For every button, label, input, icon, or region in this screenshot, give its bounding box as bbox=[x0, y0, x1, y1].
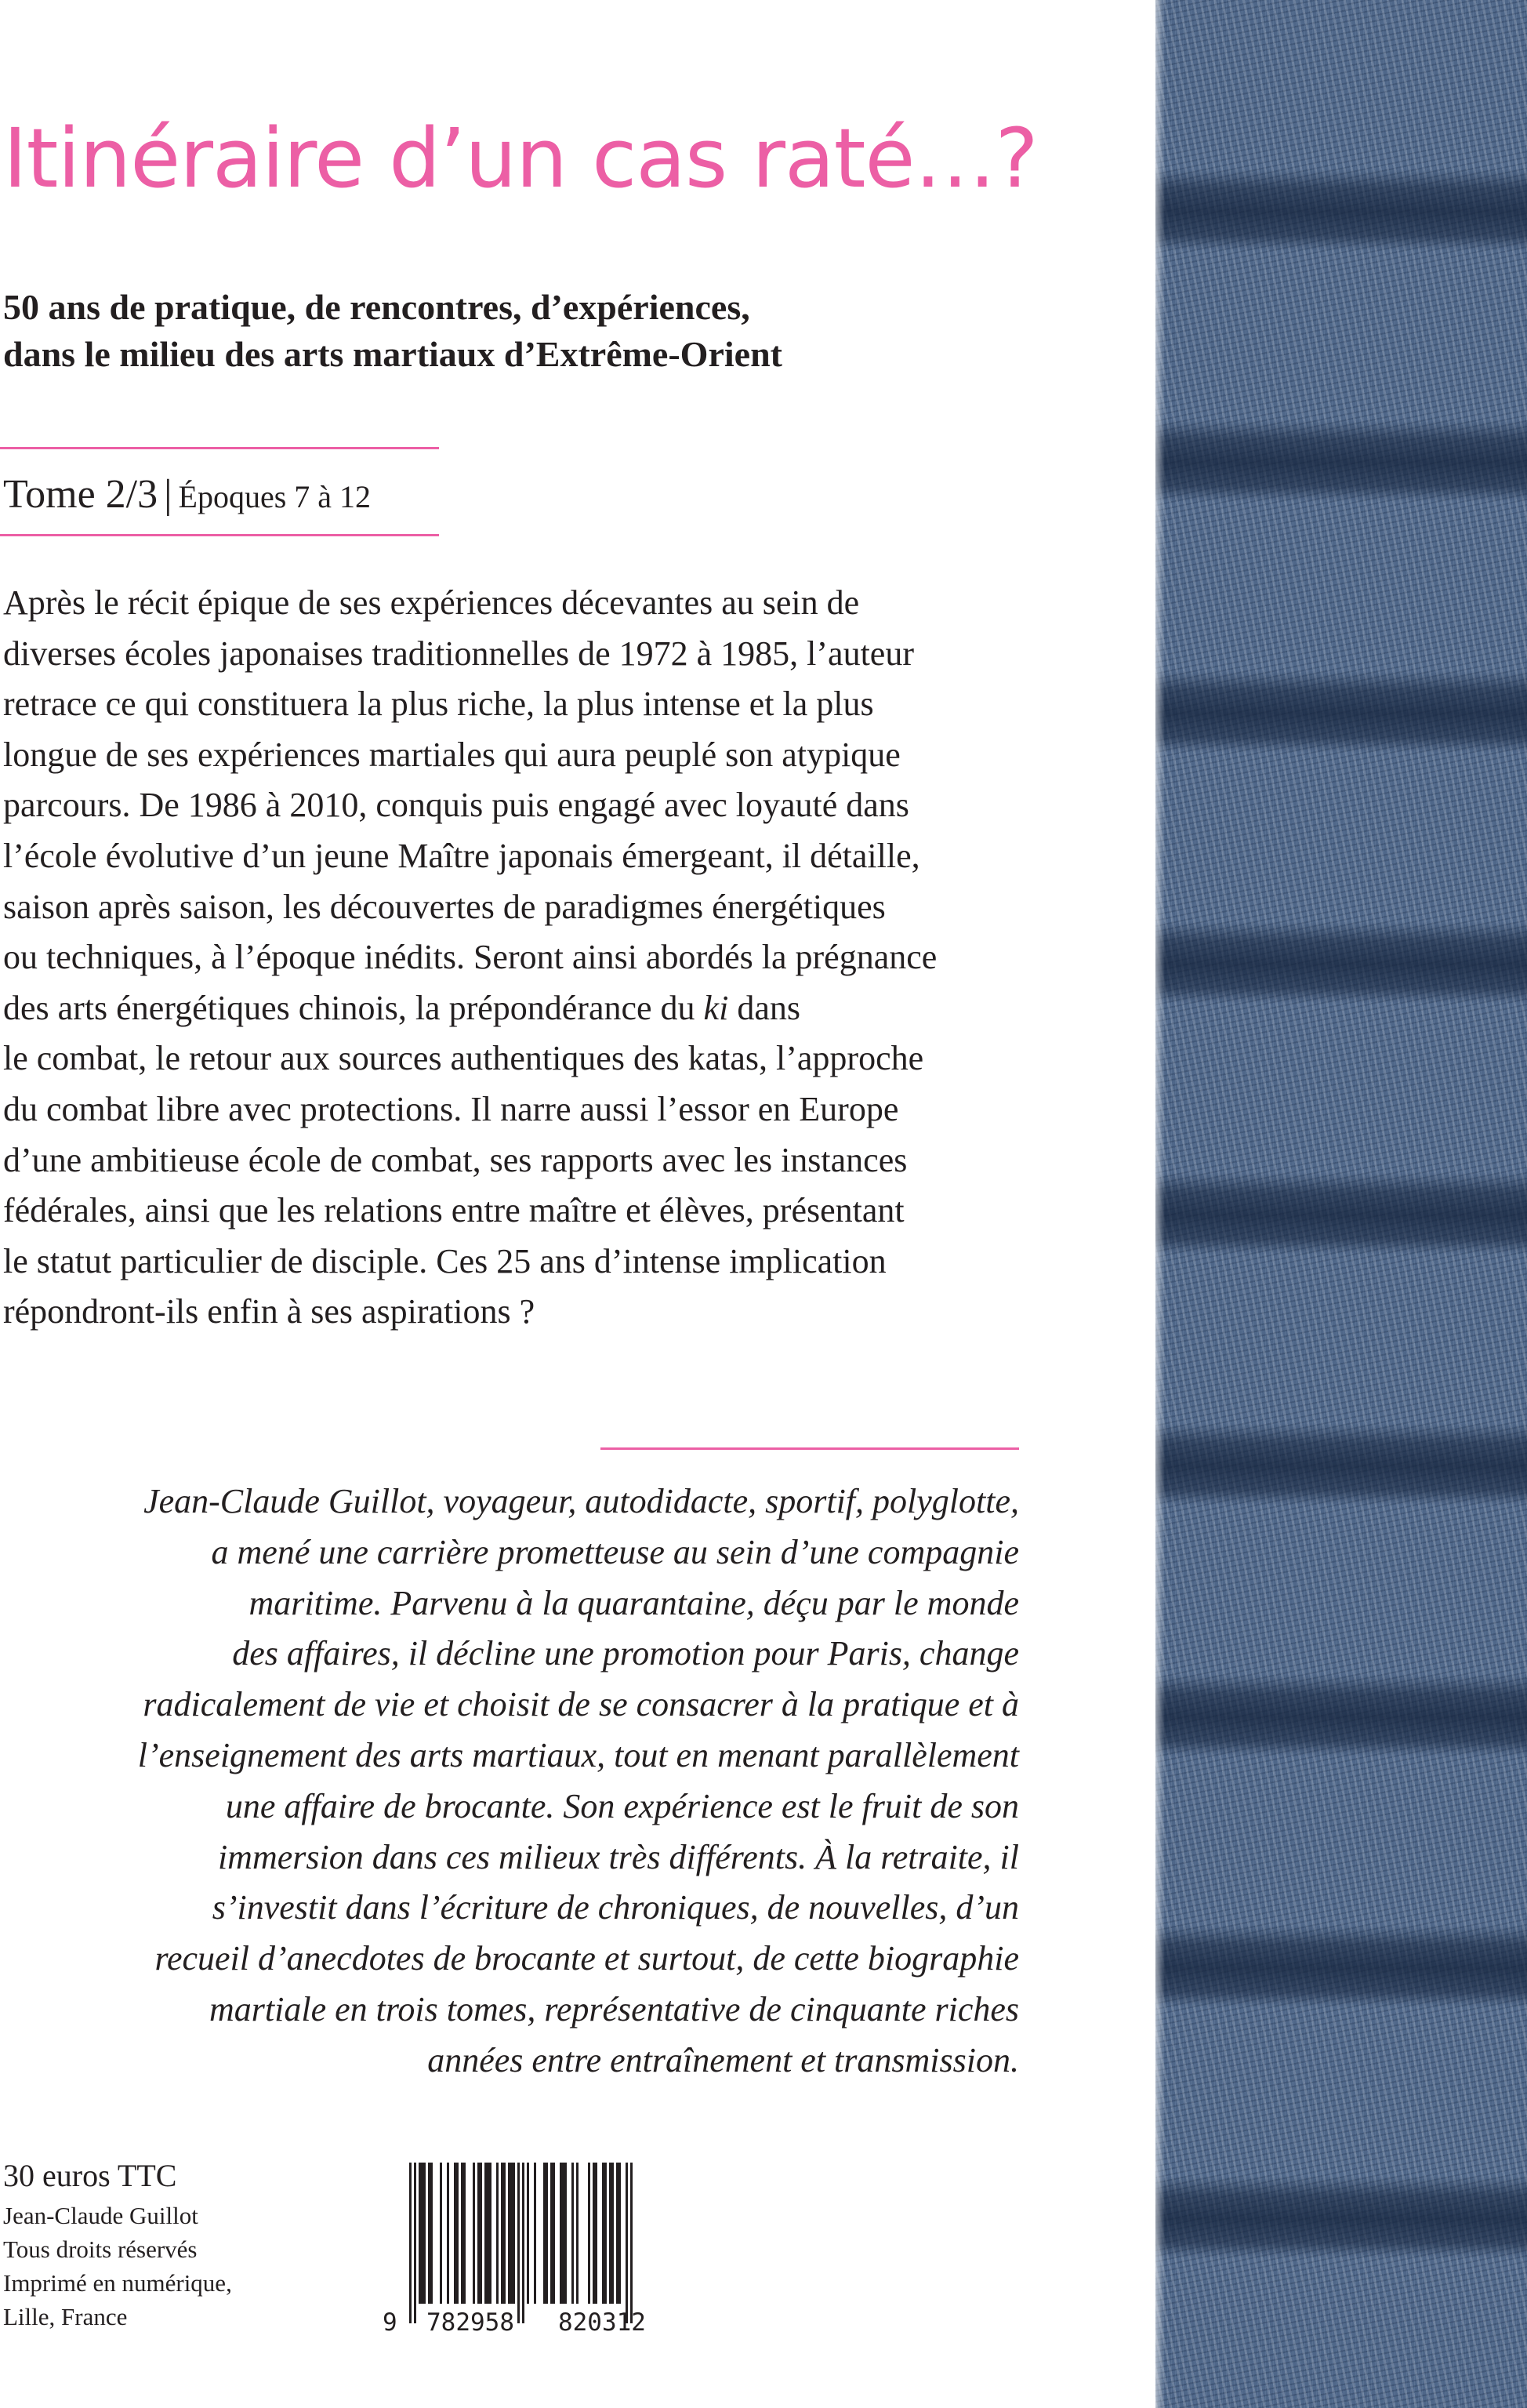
synopsis-line: Après le récit épique de ses expériences décevantes au sein de bbox=[3, 583, 860, 622]
denim-texture-strip bbox=[1155, 0, 1527, 2408]
synopsis-line: ou techniques, à l’époque inédits. Seront ainsi abordés la prégnance bbox=[3, 938, 938, 977]
synopsis-line: saison après saison, les découvertes de paradigmes énergétiques bbox=[3, 887, 886, 926]
isbn-digit-group-right: 820312 bbox=[557, 2308, 646, 2337]
barcode-bar bbox=[588, 2163, 590, 2304]
barcode-bar bbox=[477, 2163, 482, 2304]
rights-notice: Tous droits réservés bbox=[3, 2235, 198, 2263]
print-location: Lille, France bbox=[3, 2303, 128, 2330]
epoques-label: Époques 7 à 12 bbox=[178, 479, 372, 514]
isbn-barcode bbox=[383, 2163, 665, 2354]
barcode-bar bbox=[473, 2163, 475, 2304]
barcode-bar bbox=[501, 2163, 506, 2304]
tome-label: Tome 2/3 bbox=[3, 472, 158, 517]
bio-line: martiale en trois tomes, représentative de cinquante riches bbox=[209, 1989, 1019, 2028]
synopsis-line: des arts énergétiques chinois, la prépondérance du bbox=[3, 988, 704, 1027]
price: 30 euros TTC bbox=[3, 2158, 177, 2193]
bio-line: Jean-Claude Guillot, voyageur, autodidacte, sportif, polyglotte, bbox=[143, 1482, 1019, 1520]
print-notice: Imprimé en numérique, bbox=[3, 2269, 232, 2297]
synopsis-line: l’école évolutive d’un jeune Maître japonais émergeant, il détaille, bbox=[3, 836, 920, 875]
ki-term: ki bbox=[703, 988, 729, 1027]
synopsis bbox=[3, 578, 1101, 1338]
pink-divider-bottom bbox=[0, 534, 439, 536]
barcode-bar bbox=[527, 2163, 529, 2304]
synopsis-line: d’une ambitieuse école de combat, ses rapports avec les instances bbox=[3, 1140, 908, 1179]
barcode-bar bbox=[560, 2163, 567, 2304]
pink-divider-bio bbox=[600, 1447, 1019, 1450]
synopsis-line: diverses écoles japonaises traditionnelles de 1972 à 1985, l’auteur bbox=[3, 634, 914, 673]
bio-line: s’investit dans l’écriture de chroniques, de nouvelles, d’un bbox=[212, 1888, 1019, 1927]
barcode-bar bbox=[550, 2163, 555, 2304]
isbn-digits bbox=[383, 2307, 665, 2338]
synopsis-line: fédérales, ainsi que les relations entre maître et élèves, présentant bbox=[3, 1191, 905, 1230]
barcode-bar bbox=[414, 2163, 416, 2323]
pink-divider-top bbox=[0, 447, 439, 449]
barcode-bar bbox=[630, 2163, 633, 2323]
synopsis-line: le combat, le retour aux sources authentiques des katas, l’approche bbox=[3, 1039, 924, 1078]
bio-line: recueil d’anecdotes de brocante et surtout, de cette biographie bbox=[154, 1939, 1019, 1978]
synopsis-line: du combat libre avec protections. Il narre aussi l’essor en Europe bbox=[3, 1089, 899, 1128]
isbn-digit-lead: 9 bbox=[383, 2308, 397, 2337]
bio-line: maritime. Parvenu à la quarantaine, déçu par le monde bbox=[248, 1583, 1019, 1622]
barcode-bar bbox=[428, 2163, 433, 2304]
barcode-bar bbox=[440, 2163, 442, 2304]
volume-separator: | bbox=[164, 472, 172, 517]
bio-line: des affaires, il décline une promotion pour Paris, change bbox=[232, 1634, 1019, 1673]
bio-line: l’enseignement des arts martiaux, tout en menant parallèlement bbox=[137, 1735, 1019, 1774]
barcode-bar bbox=[571, 2163, 574, 2304]
subtitle-line: 50 ans de pratique, de rencontres, d’expériences, bbox=[3, 287, 750, 327]
barcode-bar bbox=[461, 2163, 466, 2304]
bio-line: une affaire de brocante. Son expérience est le fruit de son bbox=[225, 1786, 1019, 1825]
bio-line: a mené une carrière prometteuse au sein d’une compagnie bbox=[211, 1532, 1019, 1571]
barcode-bar bbox=[484, 2163, 491, 2304]
synopsis-line: le statut particulier de disciple. Ces 25 ans d’intense implication bbox=[3, 1241, 887, 1280]
bio-line: radicalement de vie et choisit de se consacrer à la pratique et à bbox=[143, 1685, 1019, 1724]
barcode-bar bbox=[609, 2163, 614, 2304]
book-subtitle bbox=[3, 284, 1116, 378]
barcode-bar bbox=[534, 2163, 536, 2304]
barcode-bar bbox=[616, 2163, 621, 2304]
colophon bbox=[3, 2153, 364, 2334]
barcode-bar bbox=[543, 2163, 548, 2304]
barcode-bar bbox=[409, 2163, 412, 2323]
author-bio bbox=[3, 1476, 1019, 2087]
barcode-bar bbox=[626, 2163, 628, 2323]
synopsis-line: dans bbox=[728, 988, 800, 1027]
subtitle-line: dans le milieu des arts martiaux d’Extrême-Orient bbox=[3, 334, 782, 374]
barcode-bar bbox=[447, 2163, 449, 2304]
barcode-bar bbox=[508, 2163, 515, 2304]
bio-line: années entre entraînement et transmission. bbox=[427, 2040, 1019, 2079]
barcode-bar bbox=[454, 2163, 459, 2304]
bio-line: immersion dans ces milieux très différents. À la retraite, il bbox=[217, 1837, 1019, 1876]
barcode-bar bbox=[522, 2163, 524, 2323]
synopsis-line: longue de ses expériences martiales qui aura peuplé son atypique bbox=[3, 735, 901, 774]
volume-line bbox=[3, 467, 371, 525]
author-name: Jean-Claude Guillot bbox=[3, 2202, 198, 2229]
barcode-bar bbox=[517, 2163, 520, 2323]
barcode-bar bbox=[576, 2163, 579, 2304]
book-title: Itinéraire d’un cas raté…? bbox=[3, 111, 1038, 206]
isbn-digit-group-left: 782958 bbox=[426, 2308, 514, 2337]
synopsis-line: répondront-ils enfin à ses aspirations ? bbox=[3, 1292, 535, 1331]
barcode-bar bbox=[419, 2163, 426, 2304]
synopsis-line: parcours. De 1986 à 2010, conquis puis engagé avec loyauté dans bbox=[3, 786, 909, 825]
synopsis-line: retrace ce qui constituera la plus riche, la plus intense et la plus bbox=[3, 685, 874, 724]
barcode-bar bbox=[496, 2163, 499, 2304]
barcode-bar bbox=[602, 2163, 607, 2304]
barcode-bar bbox=[593, 2163, 597, 2304]
